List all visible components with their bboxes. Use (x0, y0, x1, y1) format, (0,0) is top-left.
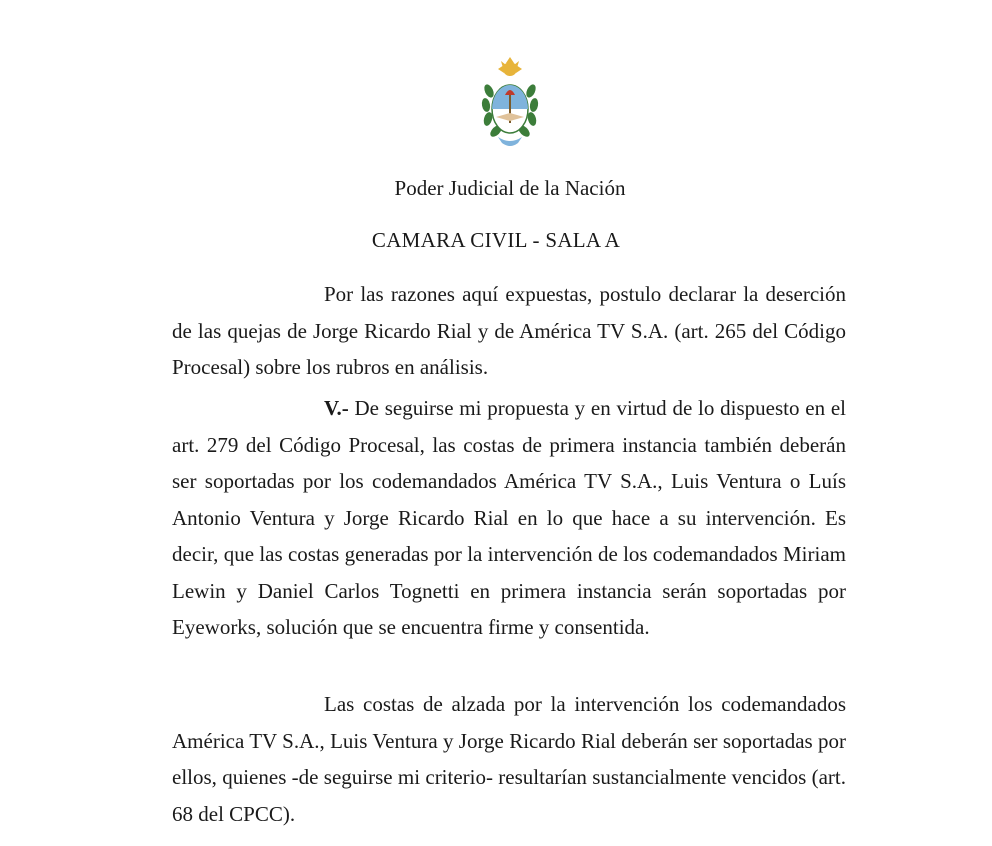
coat-of-arms-icon (478, 55, 542, 151)
paragraph-3 (172, 686, 846, 832)
section-label: V.- (324, 396, 349, 420)
paragraph-1-text: Por las razones aquí expuestas, postulo declarar la deserción de las quejas de Jorge Ricardo Rial y de América TV S.A. (art. 265 del Código Procesal) sobre los rubros en análisis. (172, 282, 846, 379)
chamber-heading: CAMARA CIVIL - SALA A (371, 228, 621, 252)
paragraph-2-body: De seguirse mi propuesta y en virtud de lo dispuesto en el art. 279 del Código Procesal, las costas de primera instancia también deberán ser soportadas por los codemandados América TV S.A., Luis Ventura o Luís Antonio Ventura y Jorge Ricardo Rial en lo que hace a su intervención. Es decir, que las costas generadas por la intervención de los codemandados Miriam Lewin y Daniel Carlos Tognetti en primera instancia serán soportadas por Eyeworks, solución que se encuentra firme y consentida. (172, 396, 846, 639)
paragraph-2-text (172, 390, 846, 646)
paragraph-3-text: Las costas de alzada por la intervención los codemandados América TV S.A., Luis Ventura y Jorge Ricardo Rial deberán ser soportadas por ellos, quienes -de seguirse mi criterio- resultarían sustancialmente vencidos (art. 68 del CPCC). (172, 692, 846, 826)
paragraph-1 (172, 276, 846, 386)
institution-heading: Poder Judicial de la Nación (394, 176, 626, 200)
paragraph-2 (172, 390, 846, 646)
